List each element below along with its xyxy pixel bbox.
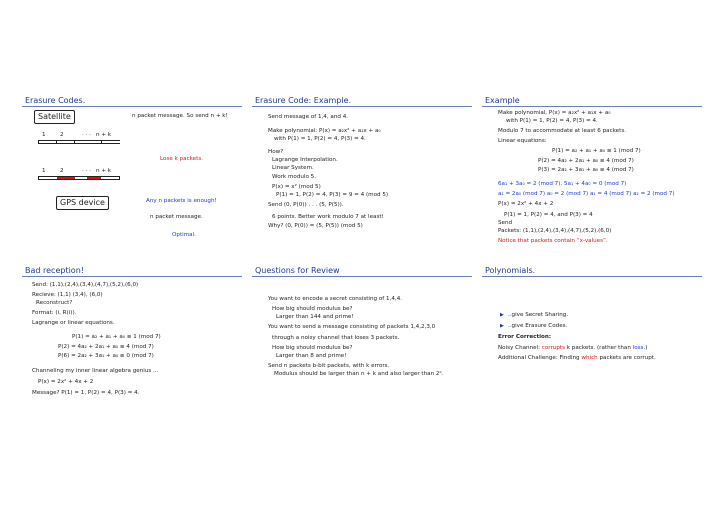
line: Linear System.	[272, 165, 314, 171]
slide-polynomials	[482, 262, 702, 412]
line: How?	[268, 149, 284, 155]
slide-title: Bad reception!	[25, 266, 84, 275]
packet-seg	[39, 141, 57, 143]
label-nk-b: n + k	[96, 168, 112, 174]
slide-title: Erasure Code: Example.	[255, 96, 352, 105]
line: Send (0, P(0)) . . . (5, P(5)).	[268, 202, 344, 208]
equation: P(1) = a₂ + a₁ + a₀ ≡ 1 (mod 7)	[552, 148, 641, 154]
equation: P(3) = 2a₂ + 3a₁ + a₀ ≡ 4 (mod 7)	[538, 167, 634, 173]
text-part: Noisy Channel:	[498, 345, 542, 351]
n-packet-text: n packet message.	[150, 214, 203, 220]
equation: P(2) = 4a₂ + 2a₁ + a₀ ≡ 4 (mod 7)	[538, 158, 634, 164]
label-dots-b: · · ·	[82, 168, 91, 174]
line: Message? P(1) = 1, P(2) = 4, P(3) = 4.	[32, 390, 140, 396]
line: with P(1) = 1, P(2) = 4, P(3) = 4.	[274, 136, 366, 142]
label-dots: · · ·	[82, 132, 91, 138]
line: Format: (i, R(i)).	[32, 310, 77, 316]
line: Make polynomial: P(x) = a₂x² + a₁x + a₀	[268, 128, 381, 134]
line: Send message of 1,4, and 4.	[268, 114, 349, 120]
line: Notice that packets contain “x-values”.	[498, 238, 608, 244]
title-rule	[22, 106, 242, 107]
slide-erasure-example	[252, 92, 472, 242]
lost-packet	[87, 177, 101, 179]
line: Channeling my inner linear algebra genius ...	[32, 368, 159, 374]
line: P(x) = 2x² + 4x + 2	[498, 201, 554, 207]
title-rule	[482, 106, 702, 107]
lose-text: Lose k packets.	[160, 156, 204, 162]
line: Recieve: (1,1) (3,4), (6,0)	[32, 292, 103, 298]
line: P(x) = 2x² + 4x + 2	[38, 379, 94, 385]
additional-challenge-line	[498, 355, 656, 362]
line: Reconstruct?	[36, 300, 73, 306]
line: How big should modulus be?	[272, 345, 353, 351]
line: Modulus should be larger than n + k and also larger than 2ᵇ.	[274, 371, 444, 377]
packet-bar-sent	[38, 140, 120, 144]
text-part: which	[581, 355, 598, 361]
line: Lagrange or linear equations.	[32, 320, 115, 326]
title-rule	[22, 276, 242, 277]
line: Send	[498, 220, 513, 226]
title-rule	[482, 276, 702, 277]
label-nk: n + k	[96, 132, 112, 138]
bullet-marker-icon: ▶	[500, 323, 504, 329]
line: Linear equations:	[498, 138, 547, 144]
line: P(1) = 1, P(2) = 4, and P(3) = 4	[504, 212, 593, 218]
line: Larger than 144 and prime!	[276, 314, 354, 320]
title-rule	[252, 106, 472, 107]
satellite-box: Satellite	[34, 110, 75, 124]
slide-review-questions	[252, 262, 472, 412]
slide-title: Example	[485, 96, 520, 105]
line: through a noisy channel that loses 3 packets.	[272, 335, 400, 341]
noisy-channel-line	[498, 345, 647, 352]
label-2: 2	[60, 132, 64, 138]
packet-bar-received	[38, 176, 120, 180]
line: Why? (0, P(0)) = (5, P(5)) (mod 5)	[268, 223, 363, 229]
line: Lagrange Interpolation.	[272, 157, 338, 163]
line: You want to encode a secret consisting of 1,4,4.	[268, 296, 403, 302]
slide-title: Polynomials.	[485, 266, 536, 275]
line: P(1) = 1, P(2) = 4, P(3) = 9 = 4 (mod 5)	[276, 192, 389, 198]
send-msg-text: n packet message. So send n + k!	[132, 113, 228, 119]
line: Send: (1,1),(2,4),(3,4),(4,7),(5,2),(6,0)	[32, 282, 139, 288]
gps-device-box: GPS device	[56, 196, 109, 210]
line: Modulo 7 to accommodate at least 6 packets.	[498, 128, 627, 134]
text-part: .)	[643, 345, 648, 351]
packet-seg	[57, 141, 75, 143]
slide-example	[482, 92, 702, 242]
label-1: 1	[42, 132, 46, 138]
text-part: packets are corrupt.	[597, 355, 656, 361]
lost-packet	[57, 177, 75, 179]
text-part: loss	[632, 345, 644, 351]
title-rule	[252, 276, 472, 277]
equation: P(2) = 4a₂ + 2a₁ + a₀ ≡ 4 (mod 7)	[58, 344, 154, 350]
text-part: k packets. (rather than	[565, 345, 633, 351]
label-2b: 2	[60, 168, 64, 174]
bullet-marker-icon: ▶	[500, 312, 504, 318]
packet-seg	[101, 141, 121, 143]
bullet-text: ..give Secret Sharing.	[508, 312, 569, 318]
any-n-text: Any n packets is enough!	[146, 198, 217, 204]
error-correction-heading: Error Correction:	[498, 334, 552, 340]
line: Send n packets b-bit packets, with k errors.	[268, 363, 390, 369]
line: Packets: (1,1),(2,4),(3,4),(4,7),(5,2),(6,0)	[498, 228, 612, 234]
line: a₁ = 2a₀ (mod 7) a₀ = 2 (mod 7) a₁ = 4 (mod 7) a₂ = 2 (mod 7)	[498, 191, 675, 197]
slide-title: Questions for Review	[255, 266, 340, 275]
bullet-text: ..give Erasure Codes.	[508, 323, 568, 329]
equation: P(6) = 2a₂ + 3a₁ + a₀ ≡ 0 (mod 7)	[58, 353, 154, 359]
line: Make polynomial, P(x) = a₂x² + a₁x + a₀	[498, 110, 611, 116]
line: Larger than 8 and prime!	[276, 353, 347, 359]
text-part: corrupts	[541, 345, 565, 351]
slide-title: Erasure Codes.	[25, 96, 86, 105]
line: P(x) = x² (mod 5)	[272, 184, 321, 190]
line: How big should modulus be?	[272, 306, 353, 312]
equation: P(1) = a₂ + a₁ + a₀ ≡ 1 (mod 7)	[72, 334, 161, 340]
text-part: Additional Challenge: Finding	[498, 355, 582, 361]
line: 6a₁ + 3a₀ = 2 (mod 7), 5a₁ + 4a₀ = 0 (mod 7)	[498, 181, 627, 187]
line: You want to send a message consisting of packets 1,4,2,3,0	[268, 324, 436, 330]
slide-erasure-codes	[22, 92, 242, 242]
line: Work modulo 5.	[272, 174, 317, 180]
line: with P(1) = 1, P(2) = 4, P(3) = 4.	[506, 118, 598, 124]
line: 6 points. Better work modulo 7 at least!	[272, 214, 384, 220]
slide-bad-reception	[22, 262, 242, 412]
optimal-text: Optimal.	[172, 232, 196, 238]
label-1b: 1	[42, 168, 46, 174]
